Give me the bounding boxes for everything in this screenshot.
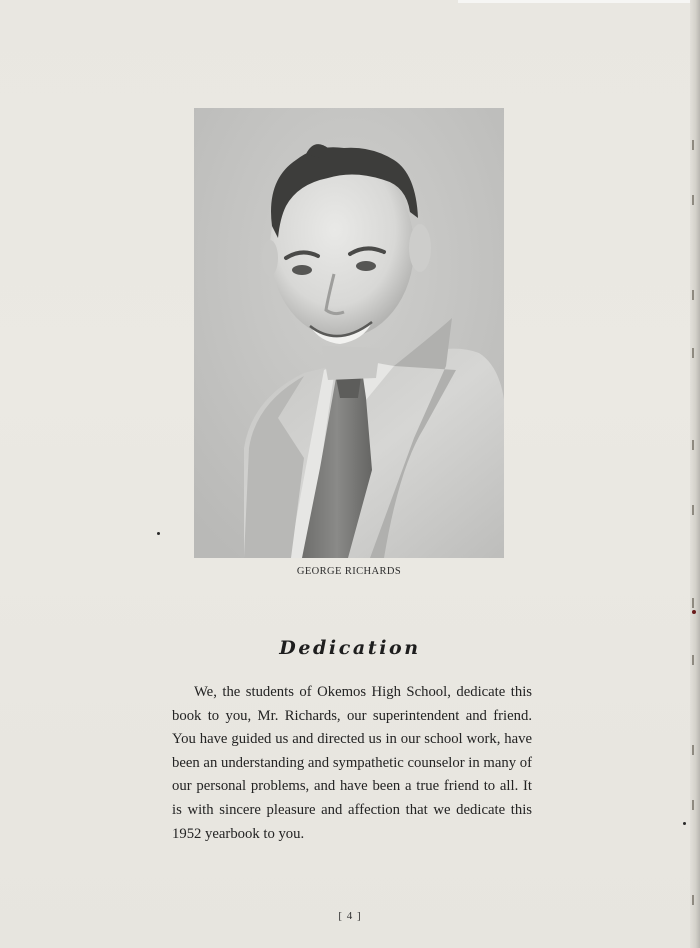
binding-stitch	[692, 800, 694, 810]
dedication-heading: Dedication	[279, 637, 421, 659]
binding-stitch	[692, 140, 694, 150]
binding-stitch	[692, 745, 694, 755]
paper-speck	[157, 532, 160, 535]
binding-stitch	[692, 598, 694, 608]
dedication-text: We, the students of Okemos High School, dedicate this book to you, Mr. Richards, our superintendent and friend. You have guided us and directed us in our school work, have been an understanding and sympathetic counselor in many of our personal problems, and have been a true friend to all. It is with sincere pleasure and affection that we dedicate this 1952 yearbook to you.	[172, 684, 532, 842]
binding-stitch	[692, 895, 694, 905]
page-binding-edge	[690, 0, 700, 948]
binding-stitch	[692, 505, 694, 515]
scan-edge	[458, 0, 700, 3]
binding-stitch	[692, 440, 694, 450]
binding-stitch	[692, 195, 694, 205]
photo-caption: GEORGE RICHARDS	[296, 566, 402, 577]
binding-stitch	[692, 290, 694, 300]
paper-speck	[683, 822, 686, 825]
page-number: [ 4 ]	[338, 910, 362, 922]
portrait-illustration	[194, 108, 504, 558]
binding-stitch	[692, 348, 694, 358]
paper-speck	[692, 610, 696, 614]
portrait-photo	[194, 108, 504, 558]
binding-stitch	[692, 655, 694, 665]
